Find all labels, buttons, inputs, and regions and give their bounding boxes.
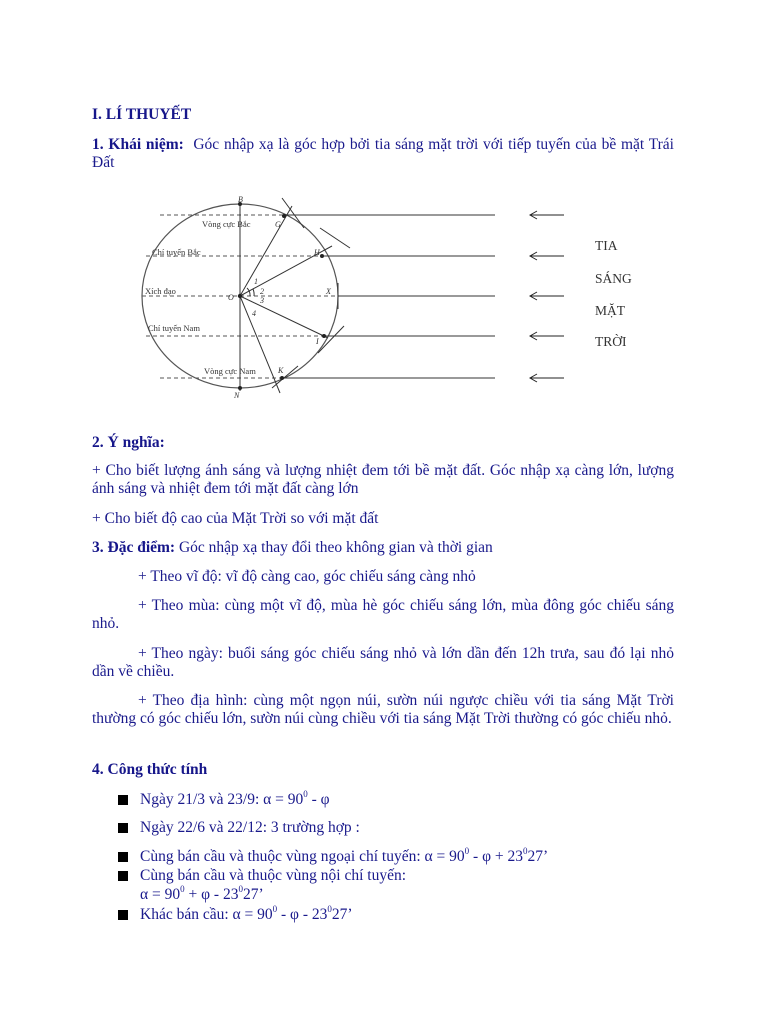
label-equator: Xích đạo [145,286,176,296]
angle-1: 1 [254,277,258,286]
features-text: Góc nhập xạ thay đổi theo không gian và thời gian [178,539,493,556]
angle-3: 3 [260,296,264,305]
label-G: G [275,220,281,229]
feature-terrain: + Theo địa hình: cùng một ngọn núi, sườn núi ngược chiều với tia sáng Mặt Trời thường có góc chiếu lớn, sườn núi cùng chiều với tia sáng Mặt Trời thường có góc chiếu nhỏ. [92,692,674,727]
feature-latitude: + Theo vĩ độ: vĩ độ càng cao, góc chiếu sáng càng nhỏ [138,568,476,585]
label-O: O [228,293,234,302]
concept-paragraph [92,136,674,172]
features-paragraph [92,539,674,557]
label-tropic-cancer: Chí tuyến Bắc [152,247,201,257]
incidence-angle-diagram [132,188,652,410]
label-arctic-circle: Vòng cực Bắc [202,219,251,229]
feature-season: + Theo mùa: cùng một vĩ độ, mùa hè góc chiếu sáng lớn, mùa đông góc chiếu sáng nhỏ. [92,597,674,632]
label-H: H [314,248,320,257]
angle-4: 4 [252,309,256,318]
bullet-square-icon [118,910,128,920]
legend-mat: MẶT [595,303,625,318]
bullet-square-icon [118,871,128,881]
section-title: I. LÍ THUYẾT [92,106,192,123]
bullet-square-icon [118,795,128,805]
legend-sang: SÁNG [595,271,632,286]
legend-tia: TIA [595,238,618,253]
label-antarctic-circle: Vòng cực Nam [204,366,256,376]
concept-heading: 1. Khái niệm: [92,136,184,153]
label-I: I [316,337,319,346]
label-N: N [234,391,240,400]
label-tropic-capricorn: Chí tuyến Nam [148,323,200,333]
feature-day: + Theo ngày: buổi sáng góc chiếu sáng nhỏ và lớn dần đến 12h trưa, sau đó lại nhỏ dần về chiều. [92,645,674,680]
label-K: K [278,366,284,375]
label-B: B [238,195,243,204]
meaning-p1: + Cho biết lượng ánh sáng và lượng nhiệt đem tới bề mặt đất. Góc nhập xạ càng lớn, lượng ánh sáng và nhiệt đem tới mặt đất càng lớn [92,462,674,497]
features-heading: 3. Đặc điểm: [92,539,176,556]
bullet-square-icon [118,852,128,862]
meaning-heading: 2. Ý nghĩa: [92,434,165,451]
tangent-h [320,228,350,248]
legend-troi: TRỜI [595,334,627,349]
concept-text: Góc nhập xạ là góc hợp bởi tia sáng mặt trời với tiếp tuyến của bề mặt Trái Đất [92,136,674,171]
formula-heading: 4. Công thức tính [92,761,208,778]
label-X: X [326,287,331,296]
bullet-square-icon [118,823,128,833]
tangent-k [272,366,298,388]
tangent-g [282,198,304,228]
meaning-p2: + Cho biết độ cao của Mặt Trời so với mặt đất [92,510,379,527]
angle-2: 2 [260,287,264,296]
